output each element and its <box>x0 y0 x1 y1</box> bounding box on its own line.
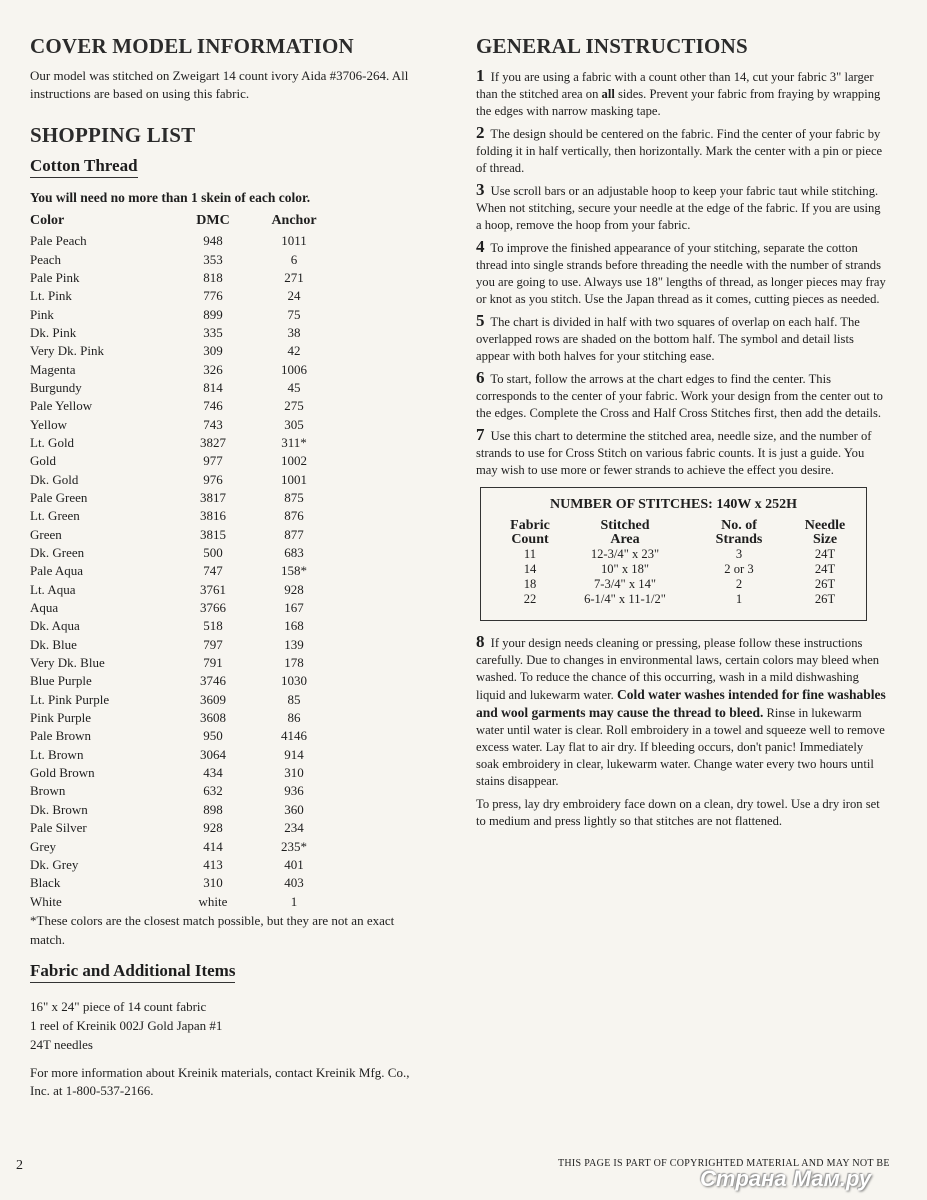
fabric-heading: Fabric and Additional Items <box>30 961 235 983</box>
table-row <box>30 507 340 525</box>
color-name: Gold <box>30 453 56 469</box>
dmc-number: 309 <box>203 343 223 359</box>
dmc-number: 814 <box>203 379 223 395</box>
anchor-number: 168 <box>284 618 304 634</box>
header-stitched-area: Stitched Area <box>600 518 650 547</box>
watermark: Страна Мам.ру <box>700 1166 872 1191</box>
anchor-number: 914 <box>284 746 304 762</box>
color-name: Lt. Pink Purple <box>30 691 110 707</box>
anchor-number: 305 <box>284 416 304 432</box>
anchor-number: 271 <box>284 269 304 285</box>
table-row <box>30 856 340 874</box>
fabric-item: 16" x 24" piece of 14 count fabric <box>30 998 207 1014</box>
table-row <box>495 547 857 562</box>
dmc-number: 977 <box>203 453 223 469</box>
table-row <box>30 654 340 672</box>
strands: 2 <box>735 577 743 591</box>
dmc-number: 3746 <box>200 673 226 689</box>
stitched-area: 10" x 18" <box>600 562 650 576</box>
color-name: Pale Brown <box>30 728 92 744</box>
anchor-number: 876 <box>284 508 304 524</box>
header-anchor: Anchor <box>271 213 317 228</box>
dmc-number: 310 <box>203 875 223 891</box>
dmc-number: 3817 <box>200 489 226 505</box>
color-name: Dk. Pink <box>30 324 77 340</box>
table-row <box>30 269 340 287</box>
anchor-number: 310 <box>284 765 304 781</box>
dmc-number: 791 <box>203 655 223 671</box>
color-name: Peach <box>30 251 62 267</box>
stitched-area: 6-1/4" x 11-1/2" <box>584 592 666 606</box>
anchor-number: 4146 <box>281 728 307 744</box>
step-text: If your design needs cleaning or pressing, please follow these instructions carefully. Due to changes in environmental laws, certain colors may bleed when washed. To reduce the chance of this occurring, wash in a mild dishwashing liquid and lukewarm water. <box>476 636 880 702</box>
right-column <box>476 34 886 830</box>
anchor-number: 75 <box>287 306 301 322</box>
strands: 2 or 3 <box>724 562 754 576</box>
step-1 <box>476 67 886 120</box>
anchor-number: 275 <box>284 398 304 414</box>
dmc-number: 743 <box>203 416 223 432</box>
table-row <box>30 892 340 910</box>
dmc-number: 3064 <box>200 746 226 762</box>
anchor-number: 1001 <box>281 471 307 487</box>
color-name: Pale Peach <box>30 233 87 249</box>
step-4 <box>476 238 886 308</box>
needle-size: 26T <box>814 577 836 591</box>
table-row <box>495 577 857 592</box>
color-name: Pale Yellow <box>30 398 93 414</box>
table-row <box>30 287 340 305</box>
dmc-number: 3608 <box>200 710 226 726</box>
table-row <box>30 581 340 599</box>
stitch-table <box>495 519 857 607</box>
table-row <box>30 360 340 378</box>
header-needle-size: Needle Size <box>804 518 846 547</box>
step-8 <box>476 633 886 790</box>
thread-rows <box>30 232 340 911</box>
step-text: The chart is divided in half with two squares of overlap on each half. The overlapped rows are shaded on the bottom half. The symbol and detail lists appear with both halves for your stitching ease. <box>476 315 860 363</box>
table-row <box>30 599 340 617</box>
table-row <box>30 691 340 709</box>
anchor-number: 683 <box>284 545 304 561</box>
fabric-items <box>30 997 430 1054</box>
anchor-number: 45 <box>287 379 301 395</box>
stitched-area: 7-3/4" x 14" <box>593 577 657 591</box>
cover-text: Our model was stitched on Zweigart 14 count ivory Aida #3706-264. All instructions are based on using this fabric. <box>30 68 409 101</box>
color-name: Pink <box>30 306 54 322</box>
step-5 <box>476 312 886 365</box>
table-row <box>30 250 340 268</box>
step-bold: Cold water washes intended for fine washables and wool garments may cause the thread to bleed. <box>476 687 886 720</box>
step-text: To start, follow the arrows at the chart edges to find the center. This corresponds to the center of your fabric. Work your design from the center out to the edges. Complete the Cross and Half Cross Stitches first, then add the details. <box>476 372 883 420</box>
anchor-number: 1011 <box>281 233 307 249</box>
dmc-number: 3815 <box>200 526 226 542</box>
color-name: Brown <box>30 783 66 799</box>
table-row <box>30 379 340 397</box>
table-row <box>30 305 340 323</box>
color-name: Pale Pink <box>30 269 80 285</box>
dmc-number: 3766 <box>200 600 226 616</box>
anchor-number: 24 <box>287 288 301 304</box>
table-row <box>30 746 340 764</box>
anchor-number: 42 <box>287 343 301 359</box>
anchor-number: 1002 <box>281 453 307 469</box>
cotton-thread-heading: Cotton Thread <box>30 156 138 178</box>
color-name: Blue Purple <box>30 673 92 689</box>
step-number: 5 <box>476 311 485 330</box>
dmc-number: 632 <box>203 783 223 799</box>
stitch-rows <box>495 547 857 607</box>
step-text: sides. Prevent your fabric from fraying by wrapping the edges with narrow masking tape. <box>476 87 881 118</box>
color-name: Dk. Grey <box>30 856 79 872</box>
anchor-number: 311* <box>281 434 307 450</box>
dmc-number: 3827 <box>200 434 226 450</box>
copyright-notice: THIS PAGE IS PART OF COPYRIGHTED MATERIAL AND MAY NOT BE <box>558 1158 890 1169</box>
header-strands: No. of Strands <box>715 518 763 547</box>
dmc-number: 3761 <box>200 581 226 597</box>
color-name: Lt. Pink <box>30 288 72 304</box>
color-name: Grey <box>30 838 56 854</box>
color-name: Black <box>30 875 61 891</box>
anchor-number: 178 <box>284 655 304 671</box>
step-text: Use scroll bars or an adjustable hoop to keep your fabric taut while stitching. When not stitching, secure your needle at the edge of the fabric. If you are using a hoop, remove the hoop from your fabric. <box>476 184 881 232</box>
anchor-number: 1030 <box>281 673 307 689</box>
table-row <box>30 874 340 892</box>
table-row <box>30 636 340 654</box>
step-7 <box>476 426 886 479</box>
anchor-number: 85 <box>287 691 301 707</box>
dmc-number: 434 <box>203 765 223 781</box>
strands: 1 <box>735 592 743 606</box>
table-row <box>30 764 340 782</box>
table-row <box>30 617 340 635</box>
color-name: Very Dk. Pink <box>30 343 105 359</box>
anchor-number: 234 <box>284 820 304 836</box>
color-name: Very Dk. Blue <box>30 655 105 671</box>
dmc-number: 746 <box>203 398 223 414</box>
fabric-item: 24T needles <box>30 1036 93 1052</box>
table-row <box>30 819 340 837</box>
needle-size: 26T <box>814 592 836 606</box>
step-2 <box>476 124 886 177</box>
press-instructions: To press, lay dry embroidery face down on a clean, dry towel. Use a dry iron set to medium and press lightly so that stitches are not flattened. <box>476 797 880 828</box>
color-name: Pale Aqua <box>30 563 84 579</box>
table-row <box>30 232 340 250</box>
step-number: 3 <box>476 180 485 199</box>
anchor-number: 1006 <box>281 361 307 377</box>
step-text: To improve the finished appearance of your stitching, separate the cotton thread into single strands before threading the needle with the number of strands you are going to use. Always use 18" lengths of thread, as longer pieces may fray or knot as you stitch. Use the Japan thread as it comes, cutting pieces as needed. <box>476 241 886 306</box>
anchor-number: 875 <box>284 489 304 505</box>
color-name: Lt. Gold <box>30 434 75 450</box>
step-number: 2 <box>476 123 485 142</box>
color-name: Dk. Gold <box>30 471 79 487</box>
anchor-number: 38 <box>287 324 301 340</box>
color-name: Dk. Aqua <box>30 618 80 634</box>
table-row <box>30 709 340 727</box>
table-row <box>30 672 340 690</box>
dmc-number: 948 <box>203 233 223 249</box>
color-name: Lt. Aqua <box>30 581 76 597</box>
table-row <box>30 782 340 800</box>
table-row <box>30 544 340 562</box>
table-row <box>30 837 340 855</box>
table-row <box>30 562 340 580</box>
color-name: Lt. Green <box>30 508 80 524</box>
skein-note: You will need no more than 1 skein of each color. <box>30 190 311 205</box>
color-name: Dk. Brown <box>30 801 88 817</box>
header-dmc: DMC <box>196 213 230 228</box>
table-row <box>30 324 340 342</box>
dmc-number: 518 <box>203 618 223 634</box>
stitches-title: NUMBER OF STITCHES: 140W x 252H <box>550 497 797 512</box>
dmc-number: 413 <box>203 856 223 872</box>
anchor-number: 928 <box>284 581 304 597</box>
step-number: 4 <box>476 237 485 256</box>
dmc-number: 898 <box>203 801 223 817</box>
step-number: 7 <box>476 425 485 444</box>
step-text: Rinse in lukewarm water until water is clear. Roll embroidery in a towel and squeeze well to remove excess water. Lay flat to air dry. If bleeding occurs, don't panic! Immediately soak embroidery in clear, lukewarm water. Change water every two hours until stains disappear. <box>476 706 885 788</box>
header-fabric-count: Fabric Count <box>510 518 550 547</box>
color-name: Burgundy <box>30 379 82 395</box>
thread-table <box>30 212 340 911</box>
anchor-number: 360 <box>284 801 304 817</box>
anchor-number: 86 <box>287 710 301 726</box>
dmc-number: 776 <box>203 288 223 304</box>
anchor-number: 1 <box>290 893 298 909</box>
step-text: If you are using a fabric with a count other than 14, cut your fabric 3" larger than the stitched area on <box>476 70 874 101</box>
anchor-number: 158* <box>281 563 307 579</box>
step-number: 8 <box>476 632 485 651</box>
needle-size: 24T <box>814 547 836 561</box>
dmc-number: 928 <box>203 820 223 836</box>
anchor-number: 877 <box>284 526 304 542</box>
color-name: Pale Silver <box>30 820 87 836</box>
strands: 3 <box>735 547 743 561</box>
color-name: Aqua <box>30 600 59 616</box>
color-name: Lt. Brown <box>30 746 84 762</box>
color-name: Pink Purple <box>30 710 92 726</box>
table-row <box>30 526 340 544</box>
fabric-count: 22 <box>523 592 537 606</box>
dmc-number: white <box>198 893 228 909</box>
color-name: Yellow <box>30 416 67 432</box>
dmc-number: 797 <box>203 636 223 652</box>
table-row <box>30 342 340 360</box>
color-name: Pale Green <box>30 489 88 505</box>
dmc-number: 326 <box>203 361 223 377</box>
table-row <box>30 415 340 433</box>
closest-match-note: *These colors are the closest match possible, but they are not an exact match. <box>30 912 395 947</box>
stitches-box <box>480 487 867 621</box>
kreinik-contact: For more information about Kreinik materials, contact Kreinik Mfg. Co., Inc. at 1-800-537-2166. <box>30 1064 410 1098</box>
anchor-number: 936 <box>284 783 304 799</box>
thread-table-header <box>30 212 340 232</box>
table-row <box>495 592 857 607</box>
anchor-number: 139 <box>284 636 304 652</box>
color-name: Magenta <box>30 361 76 377</box>
anchor-number: 167 <box>284 600 304 616</box>
dmc-number: 335 <box>203 324 223 340</box>
dmc-number: 3609 <box>200 691 226 707</box>
color-name: White <box>30 893 62 909</box>
dmc-number: 818 <box>203 269 223 285</box>
needle-size: 24T <box>814 562 836 576</box>
shopping-title: SHOPPING LIST <box>30 123 196 147</box>
step-3 <box>476 181 886 234</box>
anchor-number: 401 <box>284 856 304 872</box>
step-6 <box>476 369 886 422</box>
header-color: Color <box>30 213 65 228</box>
dmc-number: 3816 <box>200 508 226 524</box>
table-row <box>495 562 857 577</box>
anchor-number: 235* <box>281 838 307 854</box>
table-row <box>30 434 340 452</box>
table-row <box>30 470 340 488</box>
table-row <box>30 397 340 415</box>
table-row <box>30 452 340 470</box>
color-name: Dk. Green <box>30 545 85 561</box>
dmc-number: 414 <box>203 838 223 854</box>
step-number: 6 <box>476 368 485 387</box>
dmc-number: 899 <box>203 306 223 322</box>
color-name: Green <box>30 526 62 542</box>
anchor-number: 6 <box>290 251 298 267</box>
fabric-count: 14 <box>523 562 537 576</box>
left-column <box>30 34 430 1100</box>
table-row <box>30 801 340 819</box>
dmc-number: 976 <box>203 471 223 487</box>
general-title: GENERAL INSTRUCTIONS <box>476 34 748 58</box>
table-row <box>30 727 340 745</box>
stitch-table-header <box>495 519 857 547</box>
fabric-count: 11 <box>523 547 537 561</box>
dmc-number: 950 <box>203 728 223 744</box>
stitched-area: 12-3/4" x 23" <box>590 547 660 561</box>
fabric-count: 18 <box>523 577 537 591</box>
anchor-number: 403 <box>284 875 304 891</box>
dmc-number: 500 <box>203 545 223 561</box>
step-text: The design should be centered on the fabric. Find the center of your fabric by folding it in half vertically, then horizontally. Mark the center with a pin or piece of thread. <box>476 127 883 175</box>
step-bold: all <box>601 87 615 101</box>
color-name: Dk. Blue <box>30 636 77 652</box>
cover-title: COVER MODEL INFORMATION <box>30 34 354 58</box>
step-number: 1 <box>476 66 485 85</box>
page-number: 2 <box>16 1158 23 1173</box>
dmc-number: 747 <box>203 563 223 579</box>
table-row <box>30 489 340 507</box>
dmc-number: 353 <box>203 251 223 267</box>
step-text: Use this chart to determine the stitched area, needle size, and the number of strands to use for Cross Stitch on various fabric counts. It is just a guide. You may wish to use more or fewer strands to achieve the effect you desire. <box>476 429 872 477</box>
color-name: Gold Brown <box>30 765 95 781</box>
fabric-item: 1 reel of Kreinik 002J Gold Japan #1 <box>30 1017 223 1033</box>
